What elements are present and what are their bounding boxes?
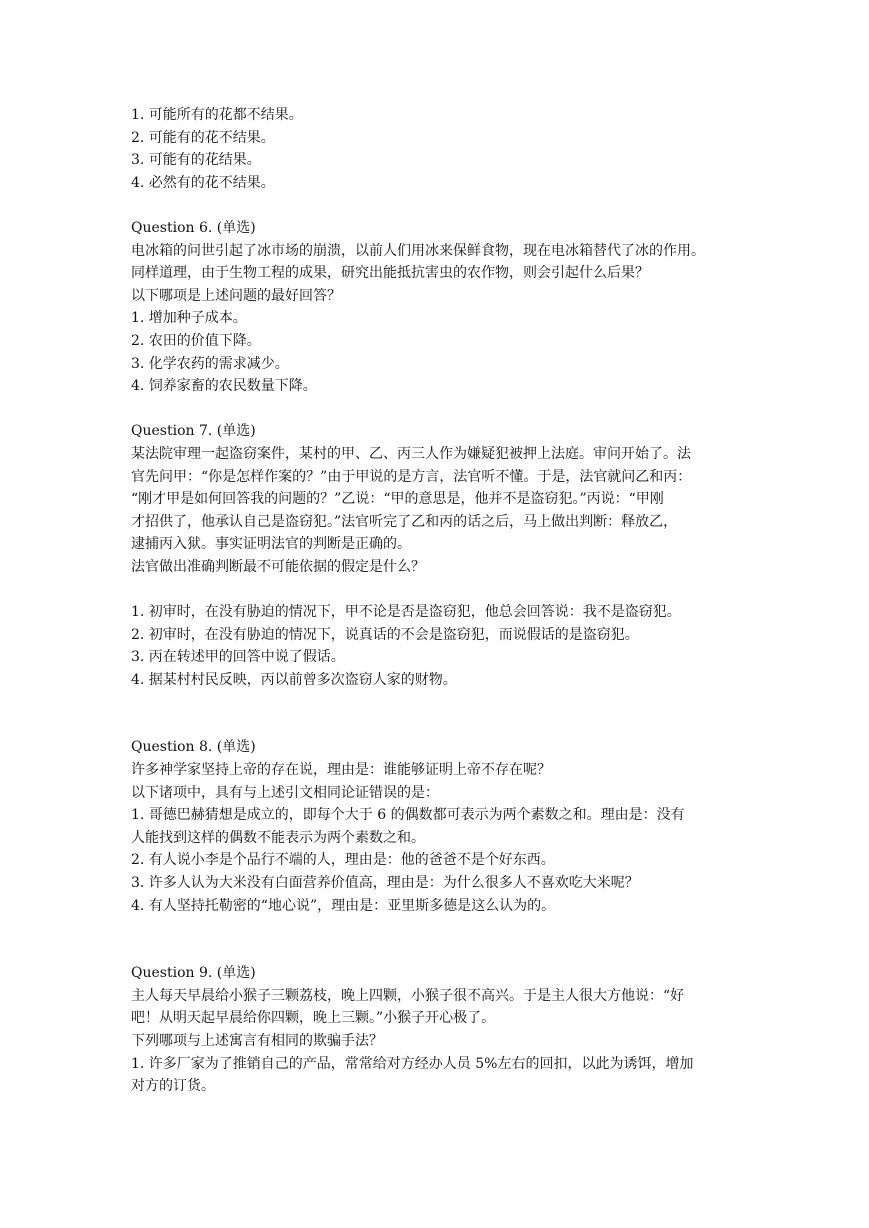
document-page: [131, 104, 743, 1098]
option-line: 2. 可能有的花不结果。: [131, 129, 275, 146]
option-line: 2. 农田的价值下降。: [131, 332, 261, 349]
question-title: Question 6. (单选): [131, 219, 256, 236]
option-line: 3. 丙在转述甲的回答中说了假话。: [131, 649, 345, 666]
option-line: 3. 化学农药的需求减少。: [131, 355, 289, 372]
question-9: [131, 962, 743, 1098]
option-line: 2. 有人说小李是个品行不端的人，理由是：他的爸爸不是个好东西。: [131, 852, 555, 869]
option-line: 2. 初审时，在没有胁迫的情况下，说真话的不会是盗窃犯，而说假话的是盗窃犯。: [131, 626, 639, 643]
option-line: 1. 初审时，在没有胁迫的情况下，甲不论是否是盗窃犯，他总会回答说：我不是盗窃犯。: [131, 604, 681, 621]
question-text: 才招供了，他承认自己是盗窃犯。”法官听完了乙和丙的话之后，马上做出判断：释放乙，: [131, 513, 678, 530]
question-text: 同样道理，由于生物工程的成果，研究出能抵抗害虫的农作物，则会引起什么后果？: [131, 265, 649, 282]
option-line: 人能找到这样的偶数不能表示为两个素数之和。: [131, 829, 425, 846]
question-7: [131, 420, 743, 691]
option-line: 4. 必然有的花不结果。: [131, 174, 275, 191]
question-text: 吧！从明天起早晨给你四颗，晚上三颗。”小猴子开心极了。: [131, 1010, 496, 1027]
option-line: 3. 许多人认为大米没有白面营养价值高，理由是：为什么很多人不喜欢吃大米呢？: [131, 875, 639, 891]
question-title: Question 7. (单选): [131, 423, 256, 440]
question-text: 电冰箱的问世引起了冰市场的崩溃，以前人们用冰来保鲜食物，现在电冰箱替代了冰的作用。: [131, 242, 705, 259]
option-line: 1. 可能所有的花都不结果。: [131, 107, 303, 123]
question-text: 法官做出准确判断最不可能依据的假定是什么？: [131, 558, 425, 575]
question-text: 以下哪项是上述问题的最好回答？: [131, 287, 341, 304]
question-5-options: [131, 104, 743, 194]
question-8: [131, 736, 743, 917]
question-text: “刚才甲是如何回答我的问题的？”乙说：“甲的意思是，他并不是盗窃犯。”丙说：“甲刚: [131, 491, 664, 508]
question-text: 下列哪项与上述寓言有相同的欺骗手法？: [131, 1032, 383, 1049]
question-title: Question 9. (单选): [131, 965, 256, 982]
question-text: 以下诸项中，具有与上述引文相同论证错误的是：: [131, 784, 439, 801]
option-line: 4. 有人坚持托勒密的“地心说”，理由是：亚里斯多德是这么认为的。: [131, 897, 556, 914]
option-line: 4. 据某村村民反映，丙以前曾多次盗窃人家的财物。: [131, 671, 457, 688]
question-text: 许多神学家坚持上帝的存在说，理由是：谁能够证明上帝不存在呢？: [131, 762, 551, 779]
question-title: Question 8. (单选): [131, 739, 256, 756]
question-text: 主人每天早晨给小猴子三颗荔枝，晚上四颗，小猴子很不高兴。于是主人很大方他说：“好: [131, 987, 685, 1004]
option-line: 对方的订货。: [131, 1078, 215, 1095]
option-line: 4. 饲养家畜的农民数量下降。: [131, 378, 317, 395]
question-6: [131, 217, 743, 398]
question-text: 某法院审理一起盗窃案件，某村的甲、乙、丙三人作为嫌疑犯被押上法庭。审问开始了。法: [131, 445, 691, 462]
option-line: 1. 增加种子成本。: [131, 310, 247, 327]
option-line: 1. 许多厂家为了推销自己的产品，常常给对方经办人员 5%左右的回扣，以此为诱饵，增加: [131, 1055, 694, 1072]
question-text: 逮捕丙入狱。事实证明法官的判断是正确的。: [131, 536, 411, 553]
option-line: 1. 哥德巴赫猜想是成立的，即每个大于 6 的偶数都可表示为两个素数之和。理由是：没有: [131, 807, 685, 824]
option-line: 3. 可能有的花结果。: [131, 152, 261, 169]
question-text: 官先问甲：“你是怎样作案的？”由于甲说的是方言，法官听不懂。于是，法官就问乙和丙：: [131, 468, 692, 485]
